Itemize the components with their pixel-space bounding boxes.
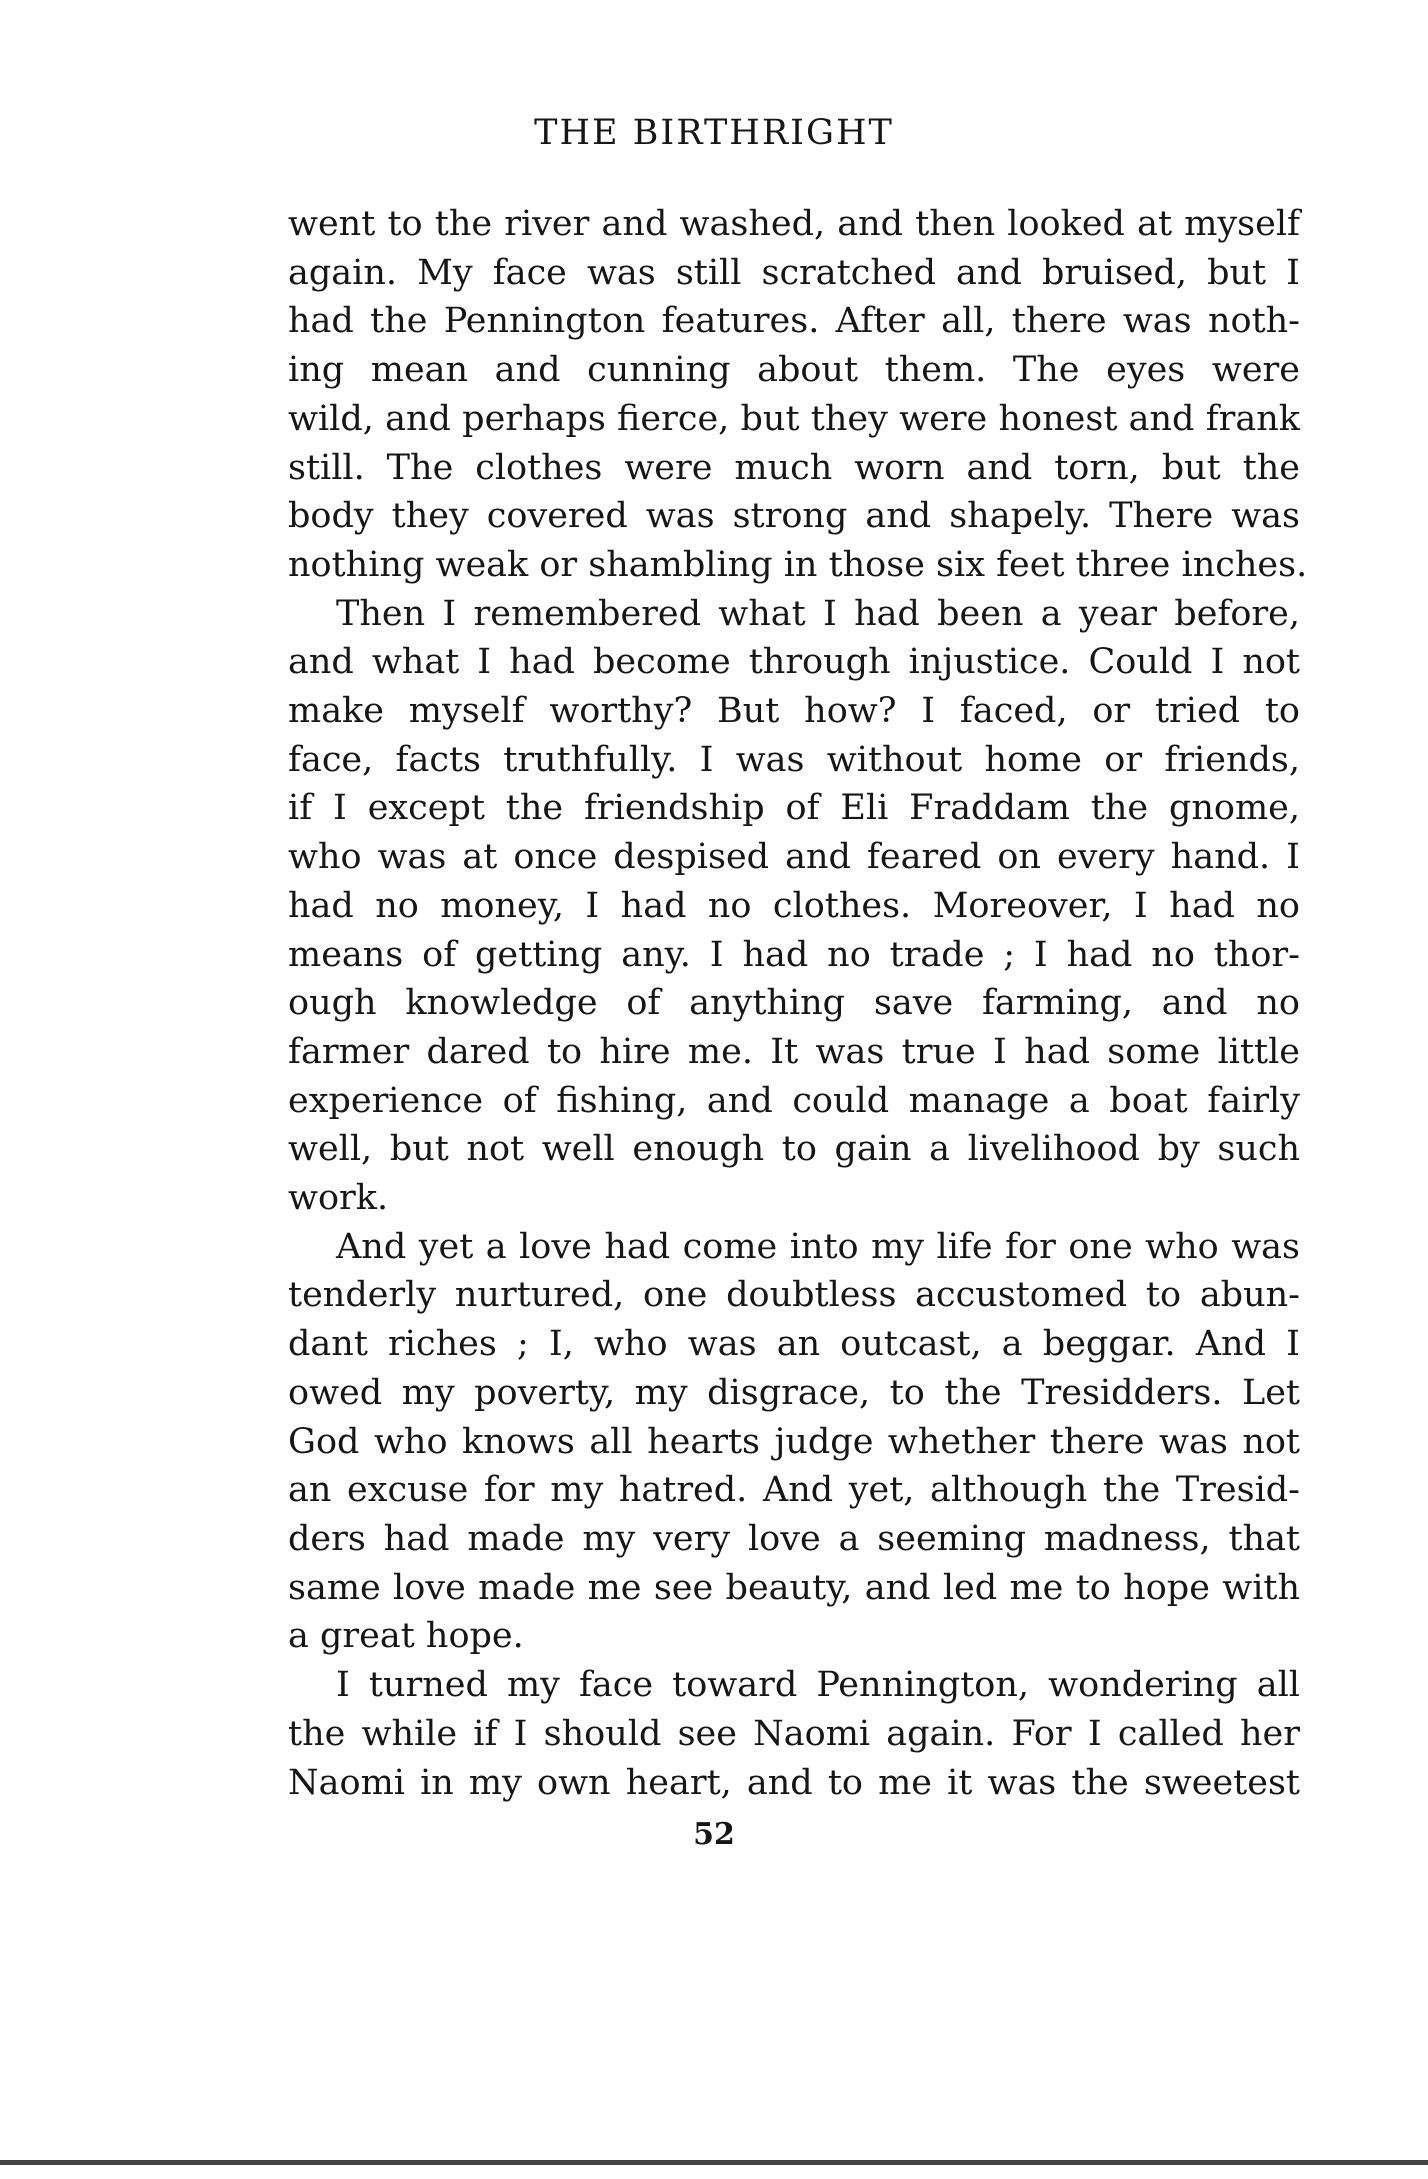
text-line: had the Pennington features. After all, there was noth- — [288, 301, 1300, 342]
text-line: farmer dared to hire me. It was true I had some little — [288, 1031, 1300, 1072]
text-line: still. The clothes were much worn and torn, but the — [288, 447, 1300, 488]
text-line: God who knows all hearts judge whether there was not — [288, 1421, 1300, 1462]
text-line: an excuse for my hatred. And yet, although the Tresid- — [288, 1470, 1300, 1511]
text-line: work. — [288, 1178, 389, 1219]
text-line: tenderly nurtured, one doubtless accustomed to abun- — [288, 1275, 1300, 1316]
text-line: means of getting any. I had no trade ; I had no thor- — [288, 934, 1300, 975]
text-line: ing mean and cunning about them. The eyes were — [288, 350, 1300, 391]
text-line: Then I remembered what I had been a year before, — [336, 593, 1300, 634]
text-line: went to the river and washed, and then looked at myself — [288, 204, 1300, 244]
text-line: the while if I should see Naomi again. For I called her — [288, 1713, 1300, 1754]
text-line: nothing weak or shambling in those six feet three inches. — [288, 544, 1308, 585]
text-line: if I except the friendship of Eli Fraddam the gnome, — [288, 788, 1300, 829]
body-text — [288, 200, 1308, 1807]
text-line: and what I had become through injustice. Could I not — [288, 642, 1300, 683]
text-line: ders had made my very love a seeming madness, that — [288, 1518, 1300, 1559]
text-line: same love made me see beauty, and led me to hope with — [288, 1567, 1300, 1608]
text-line: face, facts truthfully. I was without home or friends, — [288, 739, 1300, 780]
page-number: 52 — [693, 1817, 735, 1852]
running-head: THE BIRTHRIGHT — [534, 113, 894, 153]
scan-edge-rule — [0, 2160, 1428, 2165]
text-line: Naomi in my own heart, and to me it was the sweetest — [288, 1762, 1300, 1803]
paragraph-4 — [288, 1661, 1300, 1807]
text-line: I turned my face toward Pennington, wondering all — [336, 1665, 1300, 1706]
text-line: owed my poverty, my disgrace, to the Tresidders. Let — [288, 1372, 1300, 1413]
text-line: well, but not well enough to gain a livelihood by such — [288, 1129, 1300, 1170]
text-line: had no money, I had no clothes. Moreover, I had no — [288, 885, 1300, 926]
text-line: dant riches ; I, who was an outcast, a beggar. And I — [288, 1324, 1300, 1365]
text-line: ough knowledge of anything save farming, and no — [288, 983, 1300, 1024]
text-line: experience of fishing, and could manage a boat fairly — [288, 1080, 1300, 1121]
text-line: again. My face was still scratched and bruised, but I — [288, 252, 1300, 293]
paragraph-1 — [288, 200, 1308, 590]
text-line: And yet a love had come into my life for one who was — [336, 1226, 1300, 1267]
paragraph-3 — [288, 1223, 1300, 1661]
text-line: make myself worthy? But how? I faced, or tried to — [288, 691, 1300, 732]
text-line: who was at once despised and feared on every hand. I — [288, 837, 1300, 878]
text-line: wild, and perhaps fierce, but they were honest and frank — [288, 398, 1300, 439]
text-line: a great hope. — [288, 1616, 524, 1657]
paragraph-2 — [288, 590, 1300, 1223]
text-line: body they covered was strong and shapely. There was — [288, 496, 1300, 537]
